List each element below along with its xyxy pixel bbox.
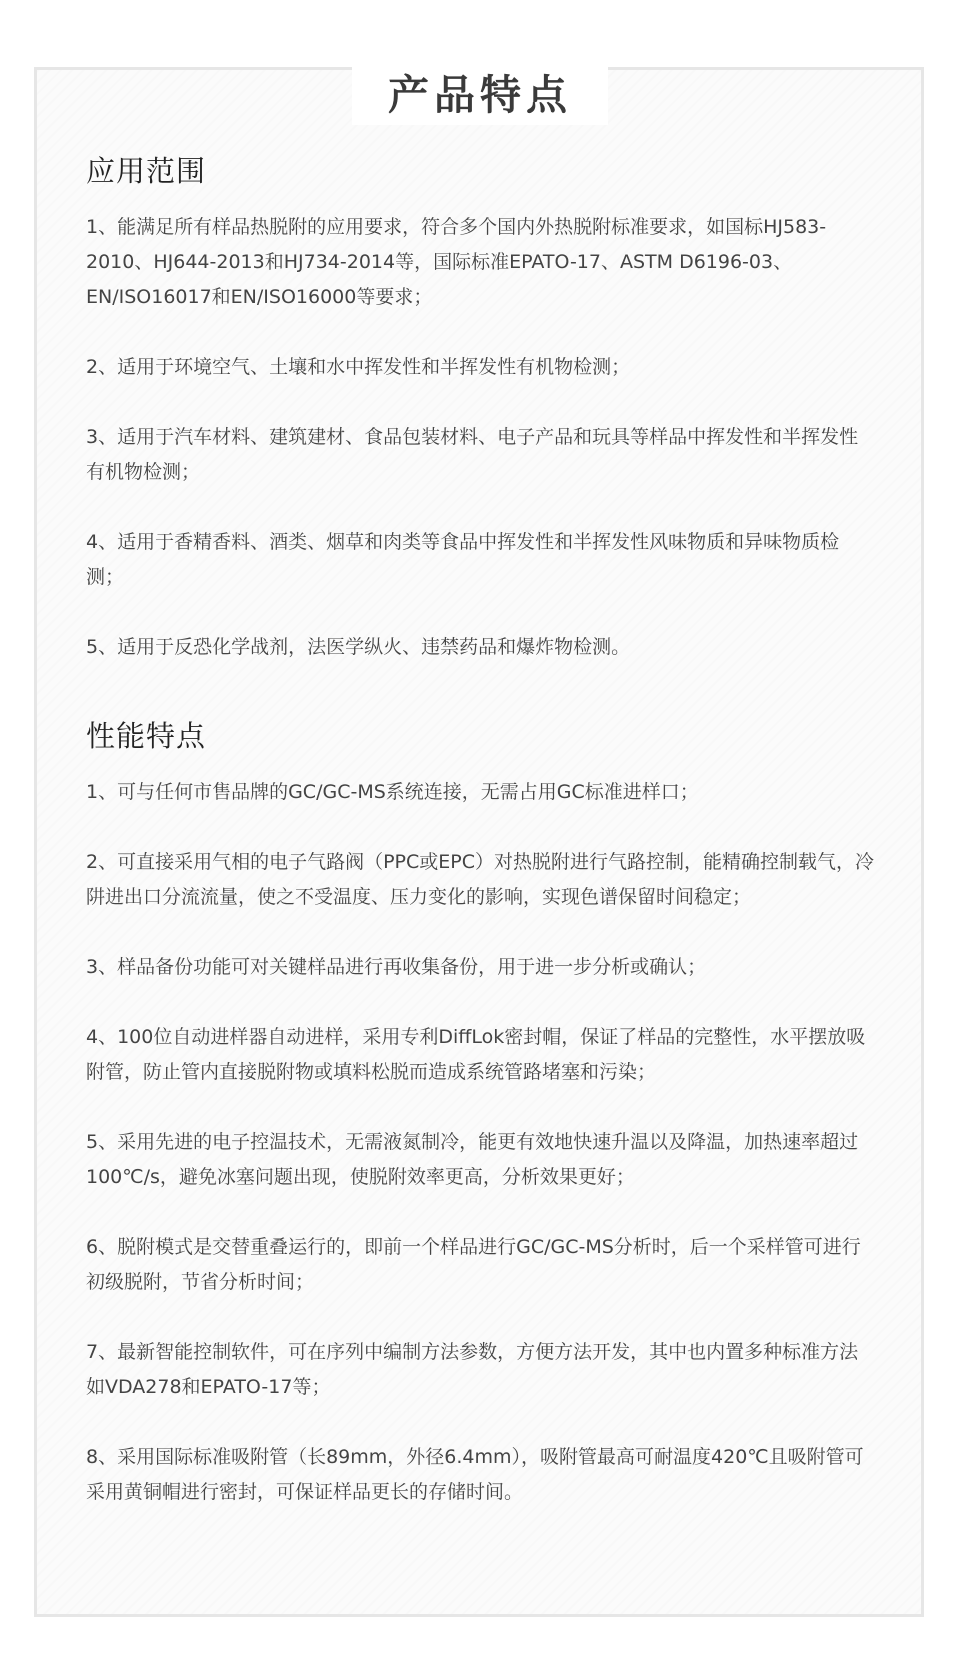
list-item: 2、适用于环境空气、土壤和水中挥发性和半挥发性有机物检测； [86,356,631,378]
list-item: 5、适用于反恐化学战剂，法医学纵火、违禁药品和爆炸物检测。 [86,636,631,658]
list-item: 3、样品备份功能可对关键样品进行再收集备份，用于进一步分析或确认； [86,956,707,978]
list-item: 3、适用于汽车材料、建筑建材、食品包装材料、电子产品和玩具等样品中挥发性和半挥发性有机物检测； [86,426,859,483]
list-item: 2、可直接采用气相的电子气路阀（PPC或EPC）对热脱附进行气路控制，能精确控制载气，冷阱进出口分流流量，使之不受温度、压力变化的影响，实现色谱保留时间稳定； [86,851,875,908]
section-performance-features [86,715,876,1510]
page-title: 产品特点 [352,65,608,125]
list-item: 6、脱附模式是交替重叠运行的，即前一个样品进行GC/GC-MS分析时，后一个采样管可进行初级脱附，节省分析时间； [86,1236,861,1293]
list-item: 4、适用于香精香料、酒类、烟草和肉类等食品中挥发性和半挥发性风味物质和异味物质检测； [86,531,840,588]
list-item: 7、最新智能控制软件，可在序列中编制方法参数，方便方法开发，其中也内置多种标准方法如VDA278和EPATO-17等； [86,1341,859,1398]
section-title: 应用范围 [86,154,207,188]
list-item: 1、可与任何市售品牌的GC/GC-MS系统连接，无需占用GC标准进样口； [86,781,699,803]
list-item: 1、能满足所有样品热脱附的应用要求，符合多个国内外热脱附标准要求，如国标HJ583-2010、HJ644-2013和HJ734-2014等，国际标准EPATO-17、ASTM D6196-03、EN/ISO16017和EN/ISO16000等要求； [86,216,827,308]
list-item: 4、100位自动进样器自动进样，采用专利DiffLok密封帽，保证了样品的完整性，水平摆放吸附管，防止管内直接脱附物或填料松脱而造成系统管路堵塞和污染； [86,1026,866,1083]
content [86,150,876,1510]
section-title: 性能特点 [86,719,207,753]
list-item: 5、采用先进的电子控温技术，无需液氮制冷，能更有效地快速升温以及降温，加热速率超过100℃/s，避免冰塞问题出现，使脱附效率更高，分析效果更好； [86,1131,859,1188]
list-item: 8、采用国际标准吸附管（长89mm，外径6.4mm），吸附管最高可耐温度420℃且吸附管可采用黄铜帽进行密封，可保证样品更长的存储时间。 [86,1446,864,1503]
section-application-scope [86,150,876,665]
title-wrap [0,38,960,153]
